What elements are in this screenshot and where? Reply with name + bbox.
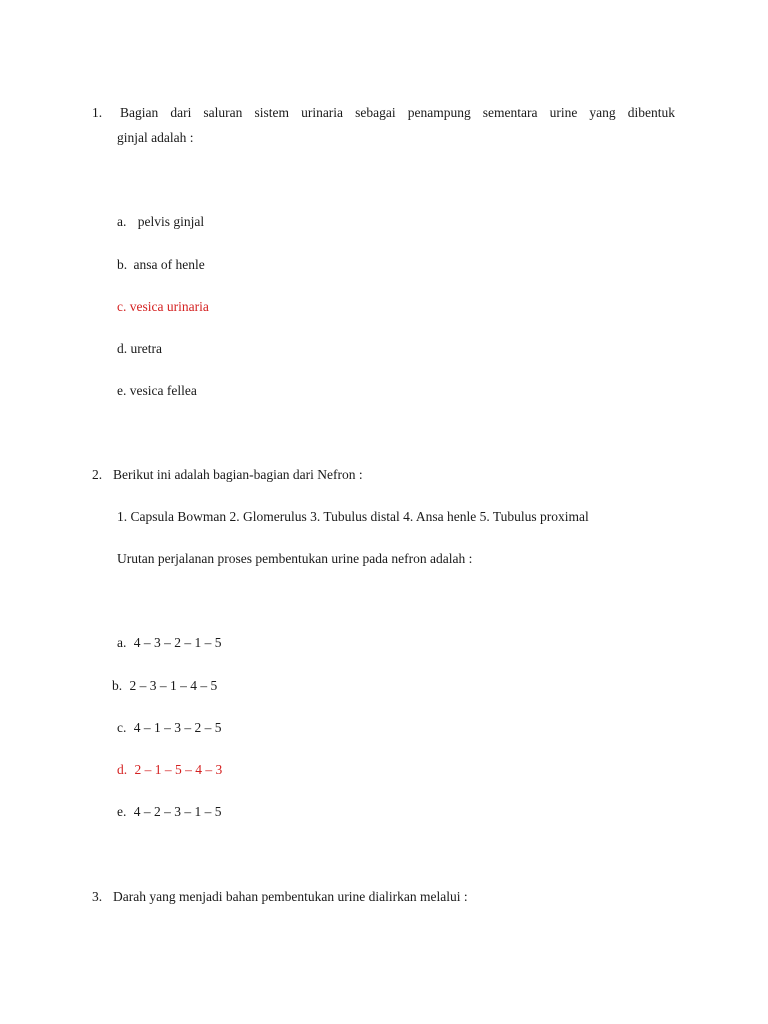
question-2-option-e <box>117 803 222 821</box>
question-1-text-line1: Bagian dari saluran sistem urinaria sebagai penampung sementara urine yang dibentuk <box>120 105 675 120</box>
question-2-number: 2. <box>92 467 103 482</box>
option-text: 2 – 1 – 5 – 4 – 3 <box>134 762 223 777</box>
question-2-option-b <box>112 677 217 695</box>
option-letter: e. <box>117 383 127 398</box>
option-text: 4 – 2 – 3 – 1 – 5 <box>133 804 222 819</box>
option-letter: c. <box>117 720 127 735</box>
question-1-option-b <box>117 256 205 274</box>
option-letter: c. <box>117 299 127 314</box>
question-2-option-a <box>117 634 222 652</box>
question-1-text-line2: ginjal adalah : <box>117 130 194 145</box>
option-text: pelvis ginjal <box>137 214 205 229</box>
question-2-option-c <box>117 719 222 737</box>
option-letter: d. <box>117 762 128 777</box>
option-text: 4 – 3 – 2 – 1 – 5 <box>133 635 222 650</box>
question-2-option-d-answer <box>117 761 222 779</box>
option-letter: b. <box>117 257 128 272</box>
question-1-option-e <box>117 382 197 400</box>
question-1-number: 1. <box>92 105 103 120</box>
option-text: vesica fellea <box>129 383 197 398</box>
question-1-option-a <box>117 213 204 231</box>
option-letter: b. <box>112 678 123 693</box>
question-1-option-d <box>117 340 162 358</box>
option-text: vesica urinaria <box>129 299 209 314</box>
option-text: 2 – 3 – 1 – 4 – 5 <box>129 678 218 693</box>
option-letter: a. <box>117 214 127 229</box>
question-3-text: Darah yang menjadi bahan pembentukan urine dialirkan melalui : <box>113 889 468 904</box>
question-2-text: Berikut ini adalah bagian-bagian dari Nefron : <box>113 467 363 482</box>
option-letter: d. <box>117 341 128 356</box>
question-1-option-c-answer <box>117 298 209 316</box>
option-text: ansa of henle <box>133 257 205 272</box>
option-letter: e. <box>117 804 127 819</box>
option-letter: a. <box>117 635 127 650</box>
option-text: 4 – 1 – 3 – 2 – 5 <box>133 720 222 735</box>
question-3-number: 3. <box>92 889 103 904</box>
question-2-prompt: Urutan perjalanan proses pembentukan urine pada nefron adalah : <box>117 551 473 566</box>
option-text: uretra <box>130 341 162 356</box>
question-2-list: 1. Capsula Bowman 2. Glomerulus 3. Tubulus distal 4. Ansa henle 5. Tubulus proximal <box>117 509 589 524</box>
